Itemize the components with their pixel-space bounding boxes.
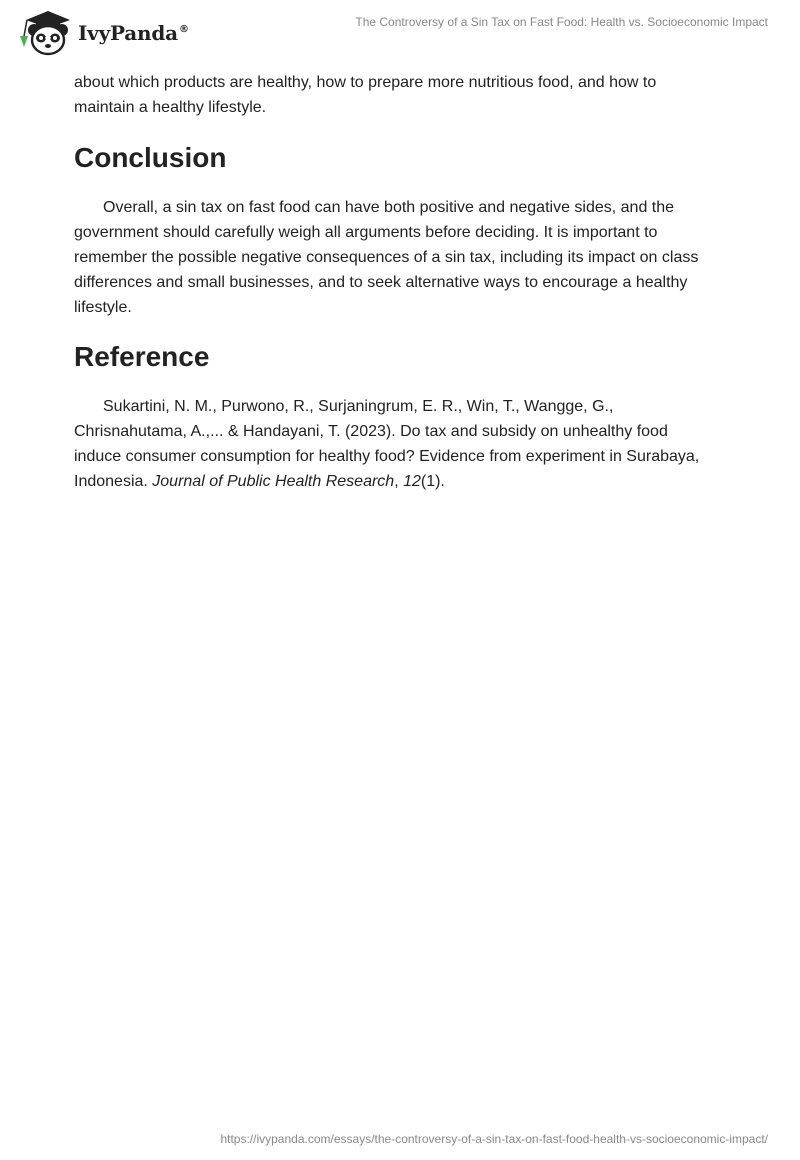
reference-volume: 12: [403, 473, 421, 490]
reference-citation-text: Sukartini, N. M., Purwono, R., Surjaningrum, E. R., Win, T., Wangge, G., Chrisnahutama, A.,... & Handayani, T. (2023). Do tax and subsidy on unhealthy food induce consumer consumption for healthy food? Evidence from experiment in Surabaya, Indonesia.: [74, 398, 700, 490]
conclusion-heading: Conclusion: [74, 142, 227, 173]
reference-separator: ,: [394, 473, 404, 490]
reference-issue: (1).: [420, 473, 445, 490]
intro-paragraph: about which products are healthy, how to prepare more nutritious food, and how to maintain a healthy lifestyle.: [74, 74, 657, 116]
reference-heading: Reference: [74, 341, 210, 372]
registered-mark: ®: [178, 24, 189, 36]
page-header: [0, 0, 800, 62]
panda-graduation-cap-icon: [14, 7, 76, 57]
ivypanda-logo[interactable]: [14, 7, 189, 57]
conclusion-paragraph: Overall, a sin tax on fast food can have both positive and negative sides, and the government should carefully weigh all arguments before deciding. It is important to remember the possible negative consequences of a sin tax, including its impact on class differences and small businesses, and to seek alternative ways to encourage a healthy lifestyle.: [74, 199, 699, 316]
brand-name: IvyPanda®: [78, 21, 189, 45]
document-title: The Controversy of a Sin Tax on Fast Food: Health vs. Socioeconomic Impact: [355, 15, 768, 29]
reference-journal: Journal of Public Health Research: [152, 473, 395, 490]
reference-entry: [74, 394, 714, 494]
essay-content: [74, 70, 714, 494]
footer-url[interactable]: https://ivypanda.com/essays/the-controversy-of-a-sin-tax-on-fast-food-health-vs-socioeconomic-impact/: [220, 1132, 768, 1146]
